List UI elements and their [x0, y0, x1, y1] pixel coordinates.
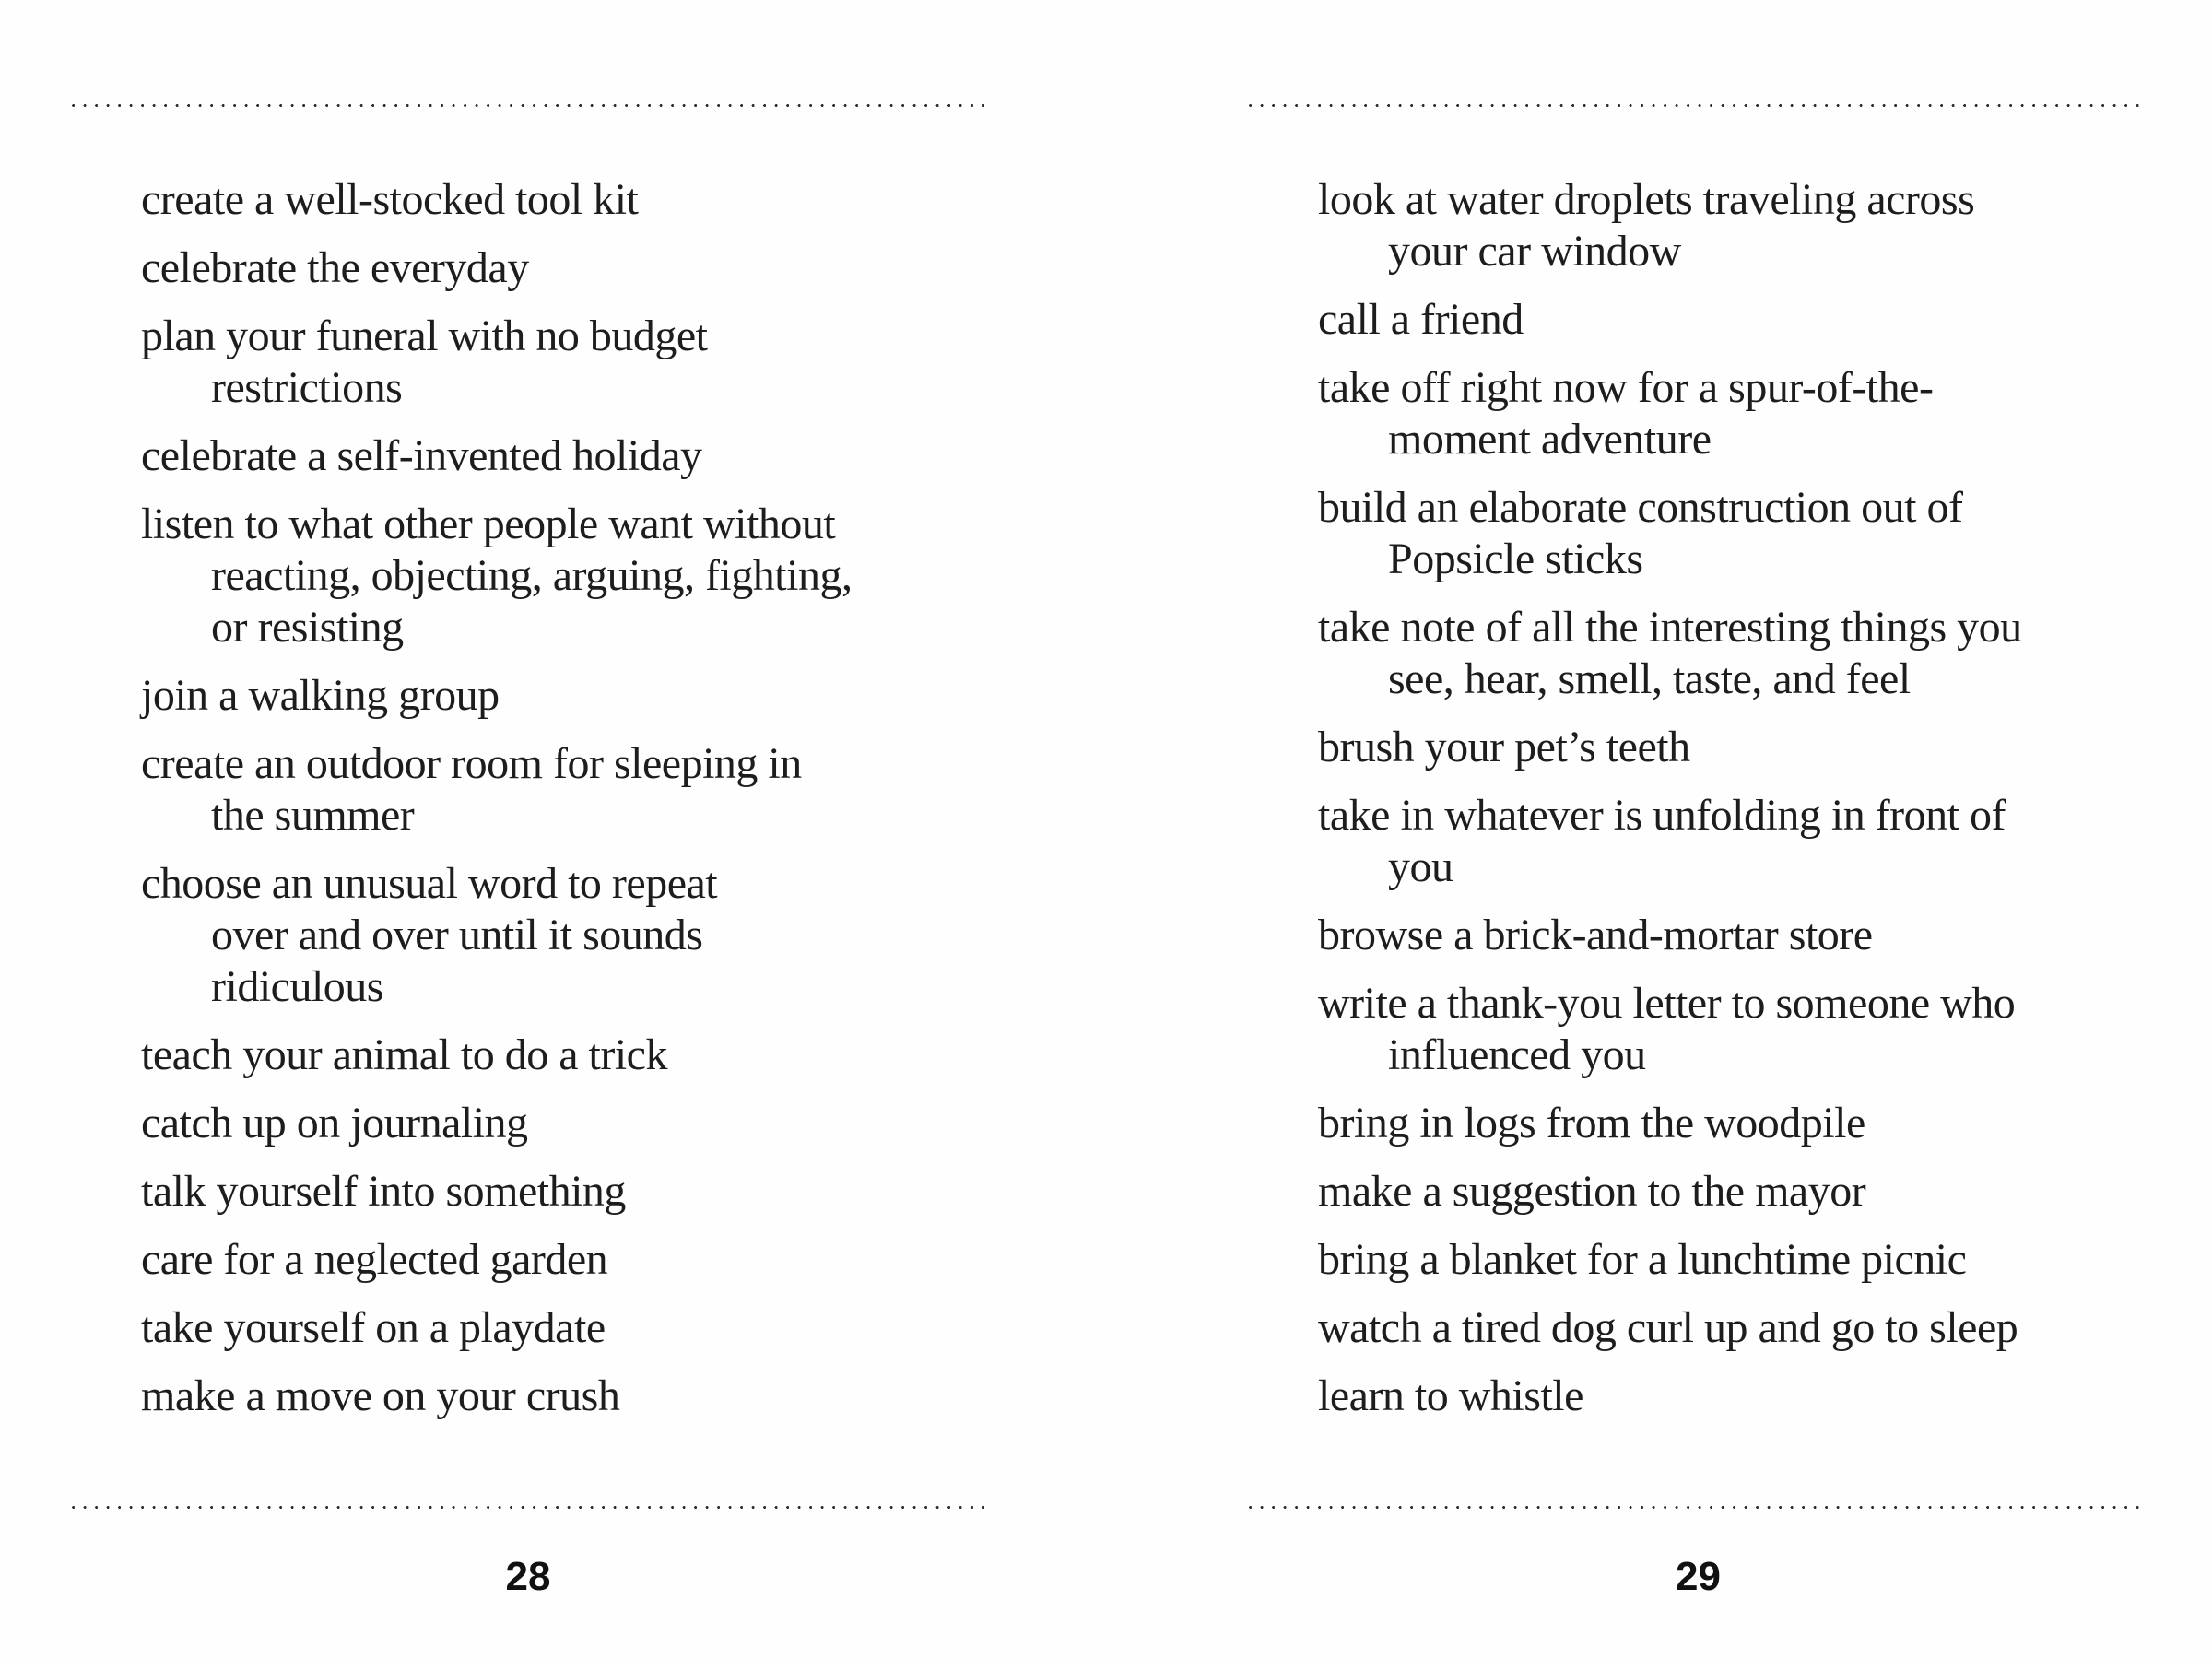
list-item: [141, 174, 984, 226]
list-item-line: bring a blanket for a lunchtime picnic: [1318, 1235, 1967, 1284]
list-item-line: brush your pet’s teeth: [1318, 723, 1690, 771]
list-item-line: choose an unusual word to repeat: [141, 859, 718, 908]
list-item-line: talk yourself into something: [141, 1167, 626, 1216]
dotted-rule-top: [1249, 103, 2147, 108]
dotted-rule-bottom: [1249, 1505, 2147, 1510]
list-item-line: create a well-stocked tool kit: [141, 175, 639, 224]
page-right: [1249, 0, 2147, 1659]
list-item-line: reacting, objecting, arguing, fighting,: [211, 551, 853, 600]
list-item: [141, 499, 984, 653]
list-item-line: take in whatever is unfolding in front of: [1318, 791, 2006, 840]
activity-list: [141, 174, 984, 1439]
list-item-line: take off right now for a spur-of-the-: [1318, 363, 1934, 412]
list-item: [1318, 362, 2147, 465]
list-item-line: take yourself on a playdate: [141, 1303, 606, 1352]
list-item: [1318, 294, 2147, 346]
list-item: [141, 1371, 984, 1422]
list-item-line: look at water droplets traveling across: [1318, 175, 1975, 224]
list-item-line: browse a brick-and-mortar store: [1318, 911, 1873, 959]
list-item-line: restrictions: [211, 363, 403, 412]
list-item: [1318, 1302, 2147, 1354]
list-item: [141, 1166, 984, 1218]
list-item: [141, 1234, 984, 1286]
dotted-rule-top: [72, 103, 984, 108]
page-number: 28: [505, 1554, 551, 1599]
list-item-line: listen to what other people want without: [141, 500, 836, 548]
list-item: [141, 1302, 984, 1354]
list-item: [141, 670, 984, 722]
list-item-line: celebrate the everyday: [141, 243, 529, 292]
list-item-line: or resisting: [211, 603, 404, 652]
list-item: [141, 430, 984, 482]
list-item-line: make a move on your crush: [141, 1371, 620, 1420]
list-item-line: Popsicle sticks: [1388, 535, 1643, 583]
list-item-line: create an outdoor room for sleeping in: [141, 739, 802, 788]
list-item: [1318, 482, 2147, 585]
list-item: [1318, 978, 2147, 1081]
list-item: [141, 311, 984, 414]
activity-list: [1318, 174, 2147, 1439]
list-item-line: take note of all the interesting things you: [1318, 603, 2022, 652]
list-item-line: your car window: [1388, 227, 1681, 276]
list-item-line: you: [1388, 842, 1453, 891]
list-item-line: ridiculous: [211, 962, 383, 1011]
list-item-line: teach your animal to do a trick: [141, 1030, 667, 1079]
list-item-line: influenced you: [1388, 1030, 1646, 1079]
list-item: [1318, 174, 2147, 277]
list-item-line: moment adventure: [1388, 415, 1712, 464]
list-item: [141, 1030, 984, 1081]
list-item: [1318, 1166, 2147, 1218]
list-item-line: care for a neglected garden: [141, 1235, 608, 1284]
dotted-rule-bottom: [72, 1505, 984, 1510]
list-item: [1318, 790, 2147, 893]
list-item-line: call a friend: [1318, 295, 1524, 344]
list-item-line: build an elaborate construction out of: [1318, 483, 1963, 532]
list-item-line: watch a tired dog curl up and go to sleep: [1318, 1303, 2018, 1352]
list-item-line: bring in logs from the woodpile: [1318, 1099, 1865, 1147]
list-item-line: join a walking group: [141, 671, 500, 720]
list-item: [1318, 602, 2147, 705]
list-item: [1318, 1234, 2147, 1286]
list-item-line: celebrate a self-invented holiday: [141, 431, 702, 480]
page-left: [72, 0, 984, 1659]
list-item: [141, 738, 984, 841]
list-item: [141, 858, 984, 1013]
list-item-line: the summer: [211, 791, 415, 840]
list-item: [141, 242, 984, 294]
list-item-line: make a suggestion to the mayor: [1318, 1167, 1866, 1216]
list-item-line: catch up on journaling: [141, 1099, 528, 1147]
list-item-line: learn to whistle: [1318, 1371, 1583, 1420]
list-item: [1318, 722, 2147, 773]
list-item-line: see, hear, smell, taste, and feel: [1388, 654, 1911, 703]
list-item-line: over and over until it sounds: [211, 911, 703, 959]
list-item-line: plan your funeral with no budget: [141, 312, 708, 360]
list-item: [141, 1098, 984, 1149]
list-item-line: write a thank-you letter to someone who: [1318, 979, 2016, 1028]
list-item: [1318, 1098, 2147, 1149]
list-item: [1318, 1371, 2147, 1422]
page-number: 29: [1676, 1554, 1721, 1599]
list-item: [1318, 910, 2147, 961]
